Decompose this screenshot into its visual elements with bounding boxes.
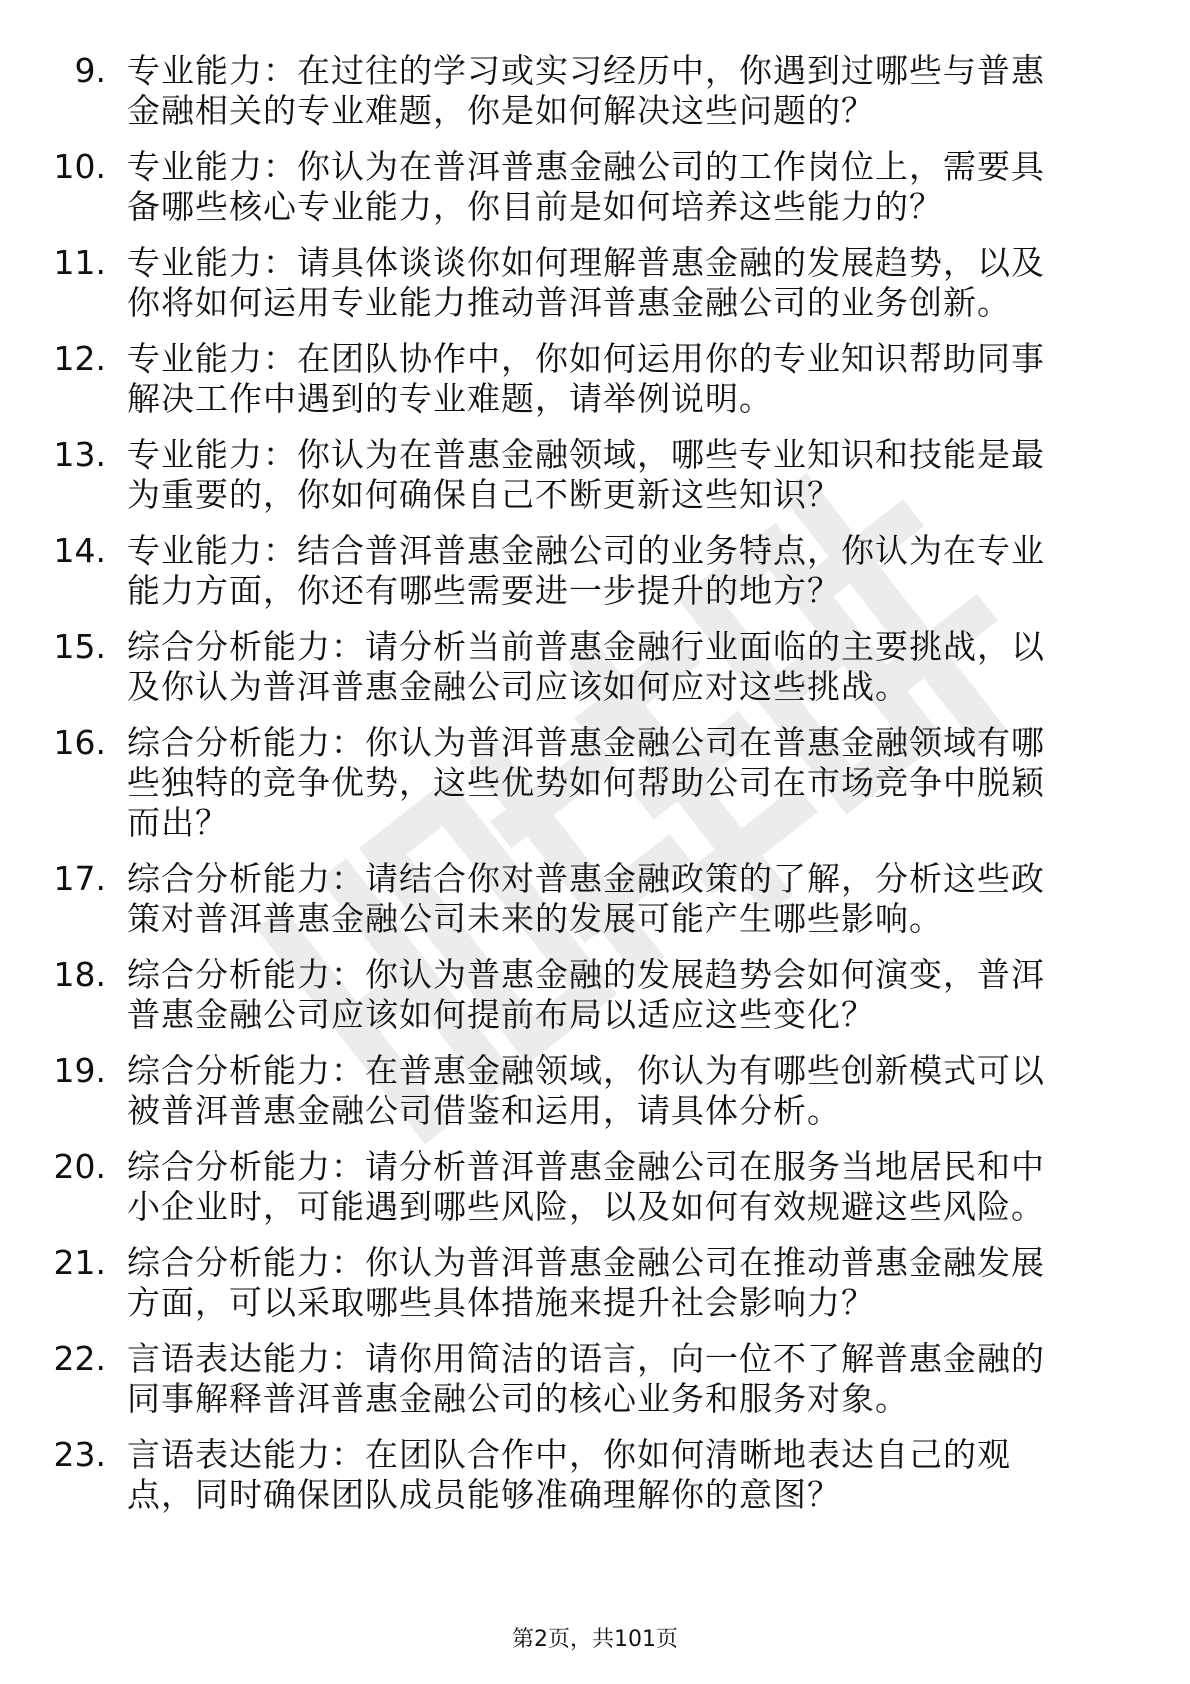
question-text: 综合分析能力：你认为普洱普惠金融公司在推动普惠金融发展方面，可以采取哪些具体措施来提升社会影响力？: [127, 1243, 1045, 1322]
question-number: 10.: [53, 147, 106, 186]
question-list: [0, 51, 1190, 1515]
question-number: 12.: [53, 339, 106, 378]
question-number: 21.: [53, 1243, 106, 1282]
question-item: [0, 243, 1190, 323]
question-item: [0, 955, 1190, 1035]
question-text: 综合分析能力：请分析普洱普惠金融公司在服务当地居民和中小企业时，可能遇到哪些风险，以及如何有效规避这些风险。: [127, 1147, 1045, 1226]
question-item: [0, 1243, 1190, 1323]
question-number: 13.: [53, 435, 106, 474]
question-number: 14.: [53, 531, 106, 570]
question-item: [0, 339, 1190, 419]
question-item: [0, 859, 1190, 939]
question-item: [0, 51, 1190, 131]
question-text: 专业能力：结合普洱普惠金融公司的业务特点，你认为在专业能力方面，你还有哪些需要进一步提升的地方？: [127, 531, 1045, 610]
question-text: 综合分析能力：你认为普惠金融的发展趋势会如何演变，普洱普惠金融公司应该如何提前布局以适应这些变化？: [127, 955, 1045, 1034]
question-text: 综合分析能力：你认为普洱普惠金融公司在普惠金融领域有哪些独特的竞争优势，这些优势如何帮助公司在市场竞争中脱颖而出？: [127, 723, 1045, 842]
question-item: [0, 435, 1190, 515]
question-text: 言语表达能力：在团队合作中，你如何清晰地表达自己的观点，同时确保团队成员能够准确理解你的意图？: [127, 1435, 1011, 1514]
question-item: [0, 531, 1190, 611]
question-text: 专业能力：你认为在普洱普惠金融公司的工作岗位上，需要具备哪些核心专业能力，你目前是如何培养这些能力的？: [127, 147, 1045, 226]
question-text: 专业能力：你认为在普惠金融领域，哪些专业知识和技能是最为重要的，你如何确保自己不断更新这些知识？: [127, 435, 1045, 514]
question-number: 16.: [53, 723, 106, 762]
question-text: 专业能力：请具体谈谈你如何理解普惠金融的发展趋势，以及你将如何运用专业能力推动普洱普惠金融公司的业务创新。: [127, 243, 1045, 322]
question-text: 专业能力：在过往的学习或实习经历中，你遇到过哪些与普惠金融相关的专业难题，你是如何解决这些问题的？: [127, 51, 1045, 130]
question-item: [0, 1051, 1190, 1131]
question-text: 言语表达能力：请你用简洁的语言，向一位不了解普惠金融的同事解释普洱普惠金融公司的核心业务和服务对象。: [127, 1339, 1045, 1418]
question-item: [0, 627, 1190, 707]
question-text: 专业能力：在团队协作中，你如何运用你的专业知识帮助同事解决工作中遇到的专业难题，请举例说明。: [127, 339, 1045, 418]
question-number: 15.: [53, 627, 106, 666]
question-text: 综合分析能力：在普惠金融领域，你认为有哪些创新模式可以被普洱普惠金融公司借鉴和运用，请具体分析。: [127, 1051, 1045, 1130]
question-number: 22.: [53, 1339, 106, 1378]
question-number: 19.: [53, 1051, 106, 1090]
question-number: 11.: [53, 243, 106, 282]
question-item: [0, 1147, 1190, 1227]
question-number: 20.: [53, 1147, 106, 1186]
question-number: 17.: [53, 859, 106, 898]
question-item: [0, 1339, 1190, 1419]
question-item: [0, 147, 1190, 227]
question-item: [0, 723, 1190, 843]
question-number: 9.: [74, 51, 106, 90]
question-number: 18.: [53, 955, 106, 994]
question-number: 23.: [53, 1435, 106, 1474]
question-item: [0, 1435, 1190, 1515]
page-number-footer: 第2页，共101页: [512, 1627, 678, 1652]
question-text: 综合分析能力：请结合你对普惠金融政策的了解，分析这些政策对普洱普惠金融公司未来的发展可能产生哪些影响。: [127, 859, 1045, 938]
question-text: 综合分析能力：请分析当前普惠金融行业面临的主要挑战，以及你认为普洱普惠金融公司应该如何应对这些挑战。: [127, 627, 1045, 706]
